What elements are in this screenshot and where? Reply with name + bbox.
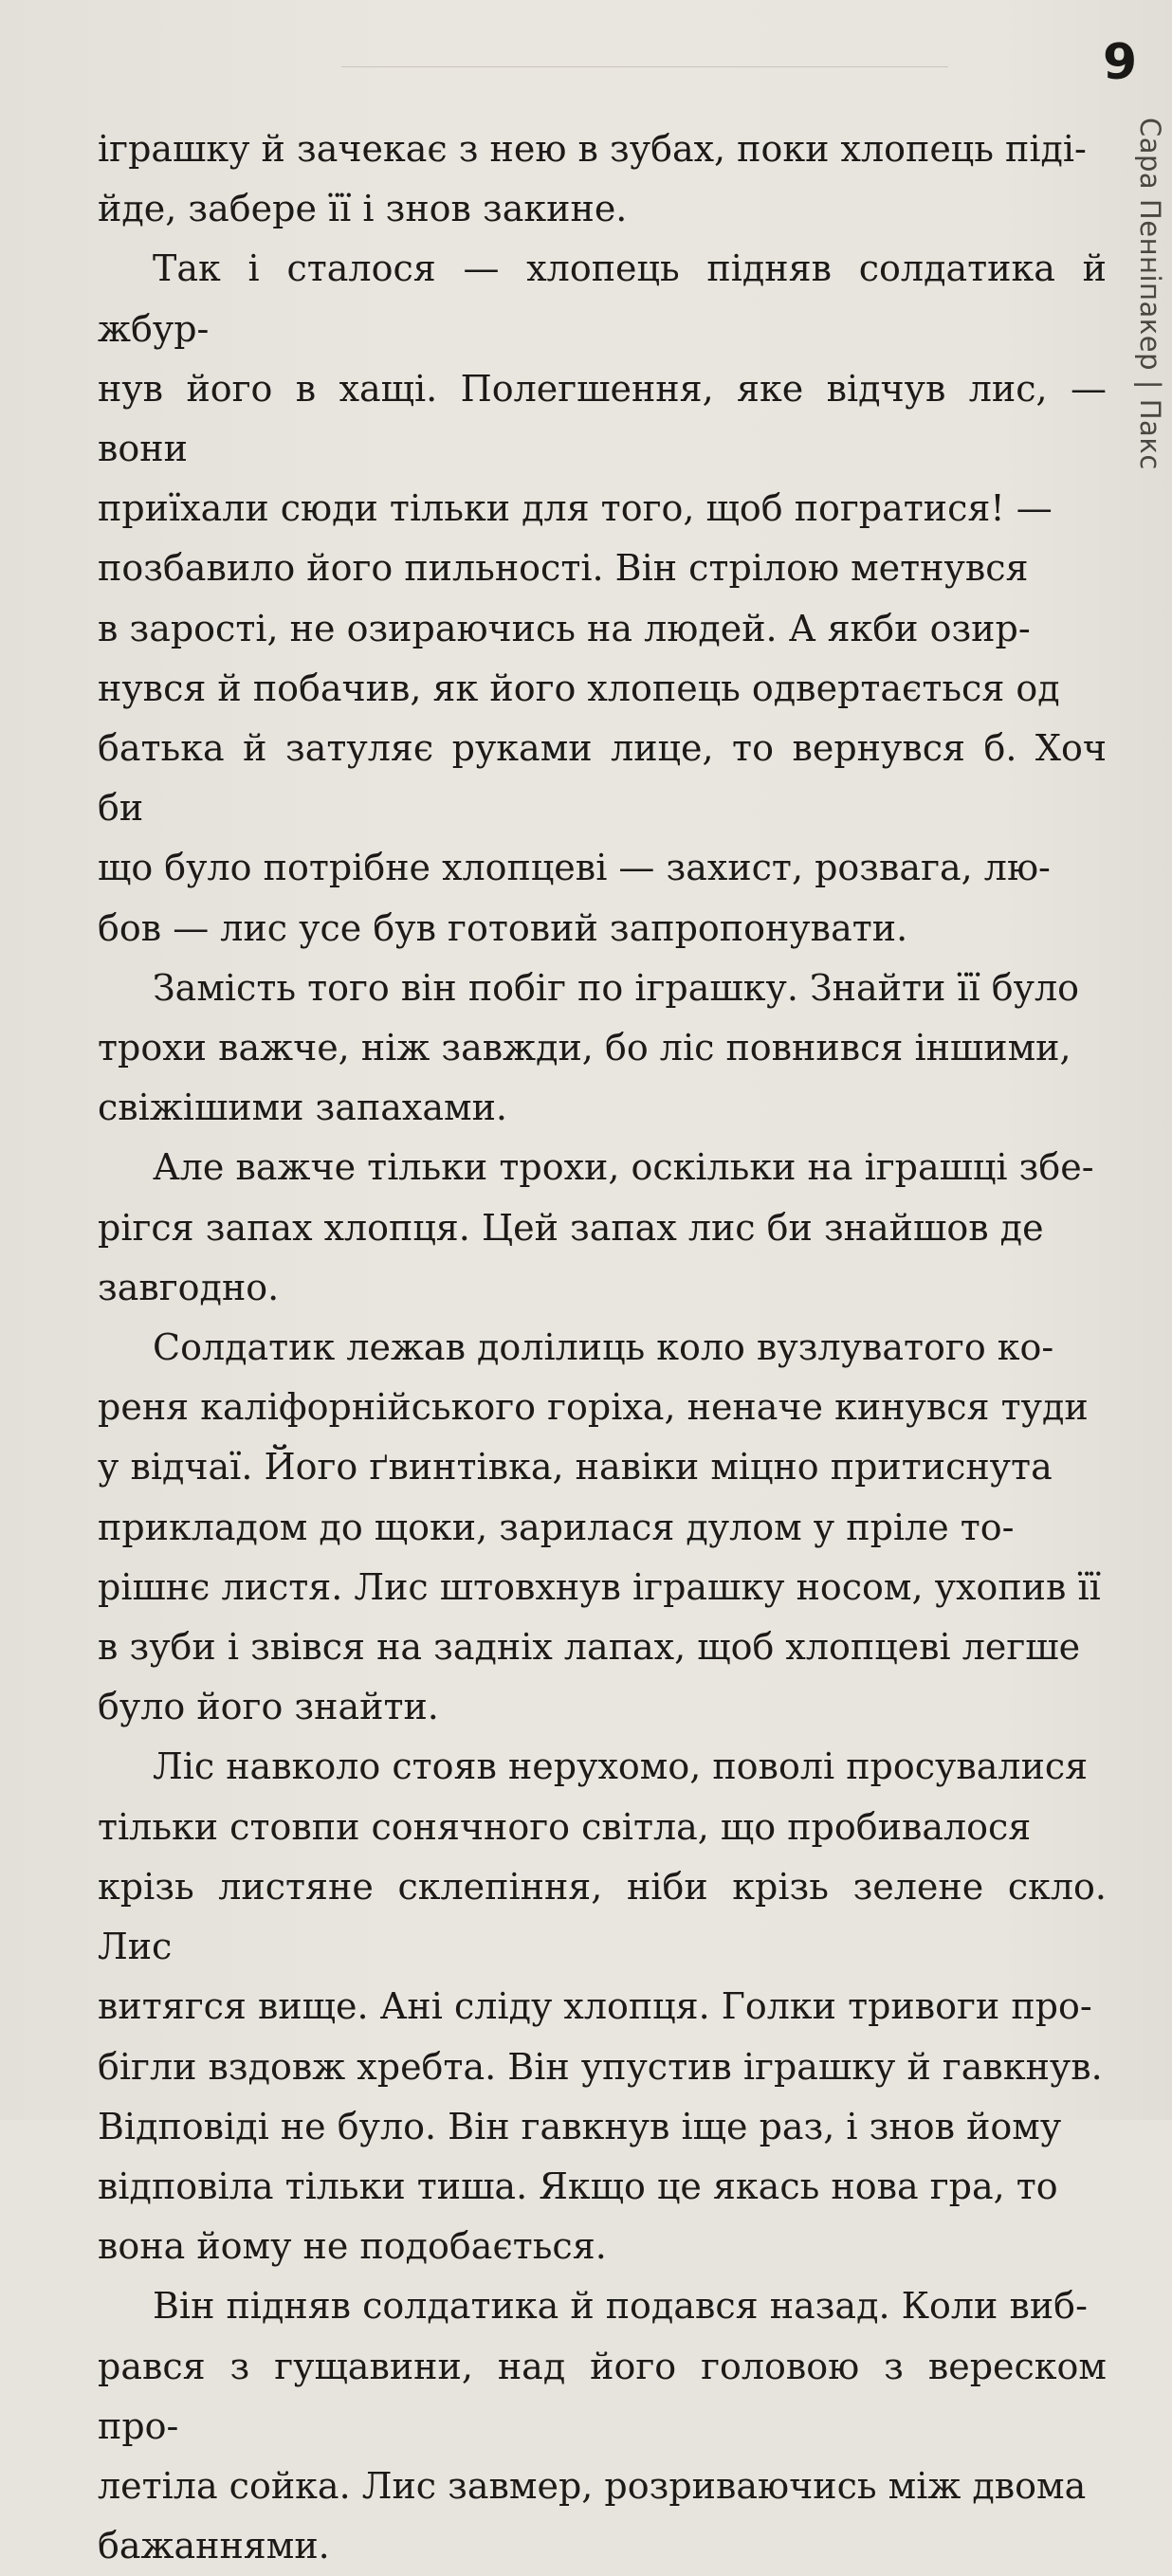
running-head: Сара Пеннiпакер | Пакс [1134,118,1166,470]
paragraph-4: Але важче тільки трохи, оскільки на іграшці збе- рігся запах хлопця. Цей запах лис би знайшов де завгодно. [98,1146,1094,1308]
paragraph-1: іграшку й зачекає з нею в зубах, поки хлопець піді- йде, забере її і знов закине. [98,128,1087,230]
paragraph-7: Він підняв солдатика й подався назад. Коли виб- рався з гущавини, над його головою з вереском про- летіла сойка. Лис завмер, розриваючись між двома бажаннями. [98,2285,1107,2567]
paragraph-6: Ліс навколо стояв нерухомо, поволі просувалися тільки стовпи сонячного світла, що пробивалося крізь листяне склепіння, ніби крізь зелене скло. Лис витягся вище. Ані сліду хлопця. Голки тривоги про- бігли вздовж хребта. Він упустив іграшку й гавкнув. Відповіді не було. Він гавкнув іще раз, і знов йому відповіла тільки тиша. Якщо це якась нова гра, то вона йому не подобається. [98,1745,1107,2268]
body-text [98,119,1107,2576]
paragraph-3: Замість того він побіг по іграшку. Знайти її було трохи важче, ніж завжди, бо ліс повнився іншими, свіжішими запахами. [98,966,1080,1129]
paragraph-2: Так і сталося — хлопець підняв солдатика й жбур- нув його в хащі. Полегшення, яке відчув лис, — вони приїхали сюди тільки для того, щоб погратися! — позбавило його пильності. Він стрілою метнувся в зарості, не озираючись на людей. А якби озир- нувся й побачив, як його хлопець одвертається од батька й затуляє руками лице, то вернувся б. Хоч би що було потрібне хлопцеві — захист, розвага, лю- бов — лис усе був готовий запропонувати. [98,247,1107,949]
page-number: 9 [1103,34,1138,91]
paragraph-5: Солдатик лежав долілиць коло вузлуватого ко- реня каліфорнійського горіха, неначе кинувся туди у відчаї. Його ґвинтівка, навіки міцно притиснута прикладом до щоки, зарилася дулом у пріле то- рішнє листя. Лис штовхнув іграшку носом, ухопив її в зуби і звівся на задніх лапах, щоб хлопцеві легше було його знайти. [98,1326,1101,1728]
top-divider [341,66,948,67]
